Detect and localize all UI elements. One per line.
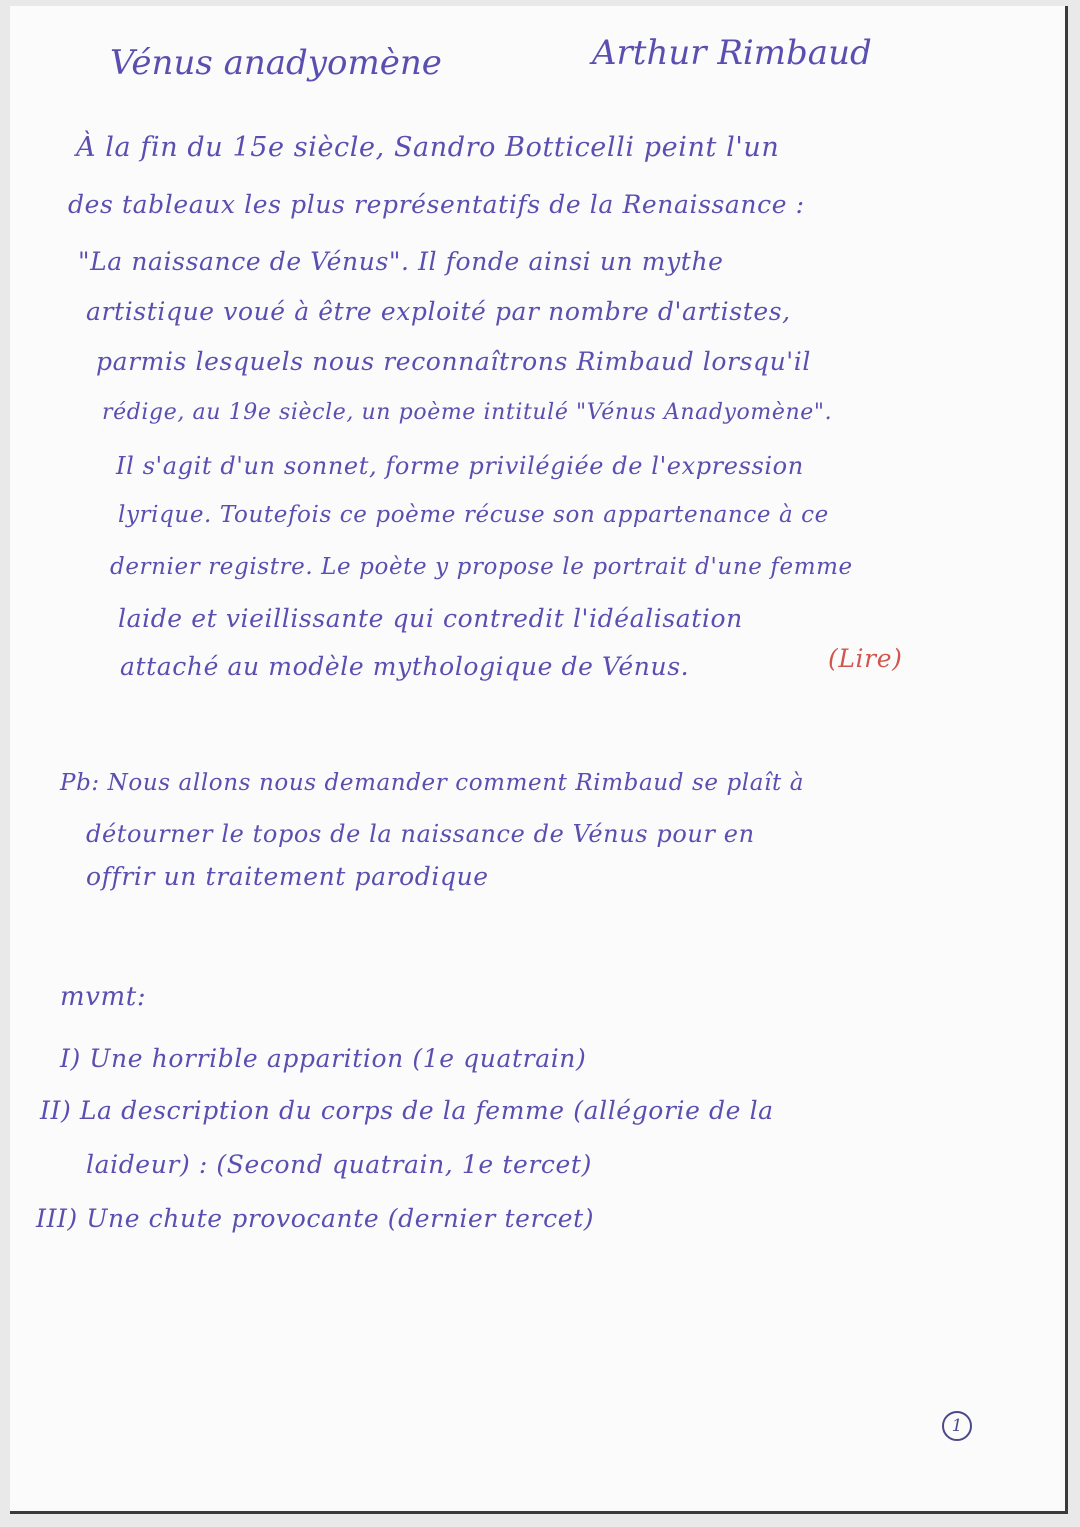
poem-author: Arthur Rimbaud: [592, 33, 872, 73]
plan-label: mvmt:: [60, 982, 147, 1012]
problematique-line: Pb: Nous allons nous demander comment Rimbaud se plaît à: [60, 770, 805, 796]
intro-line: lyrique. Toutefois ce poème récuse son appartenance à ce: [118, 502, 829, 528]
intro-line: parmis lesquels nous reconnaîtrons Rimbaud lorsqu'il: [96, 347, 811, 376]
intro-line: des tableaux les plus représentatifs de la Renaissance :: [68, 190, 805, 219]
intro-line: laide et vieillissante qui contredit l'idéalisation: [118, 604, 743, 633]
intro-line: "La naissance de Vénus". Il fonde ainsi un mythe: [78, 247, 724, 276]
intro-line: dernier registre. Le poète y propose le portrait d'une femme: [110, 554, 853, 580]
notebook-page: [10, 6, 1068, 1514]
page-number: 1: [942, 1411, 972, 1441]
problematique-line: offrir un traitement parodique: [86, 862, 489, 891]
intro-line: Il s'agit d'un sonnet, forme privilégiée de l'expression: [116, 452, 804, 480]
plan-item-2-continued: laideur) : (Second quatrain, 1e tercet): [86, 1150, 592, 1179]
problematique-line: détourner le topos de la naissance de Vénus pour en: [86, 820, 755, 848]
poem-title: Vénus anadyomène: [110, 43, 442, 83]
intro-line: artistique voué à être exploité par nombre d'artistes,: [86, 297, 791, 326]
plan-item-3: III) Une chute provocante (dernier tercet): [36, 1204, 595, 1233]
reading-note: (Lire): [828, 644, 903, 673]
intro-line: attaché au modèle mythologique de Vénus.: [120, 652, 690, 681]
plan-item-1: I) Une horrible apparition (1e quatrain): [60, 1044, 587, 1073]
intro-line: À la fin du 15e siècle, Sandro Botticelli peint l'un: [76, 132, 780, 163]
plan-item-2: II) La description du corps de la femme (allégorie de la: [40, 1096, 774, 1125]
intro-line: rédige, au 19e siècle, un poème intitulé "Vénus Anadyomène".: [102, 400, 833, 425]
